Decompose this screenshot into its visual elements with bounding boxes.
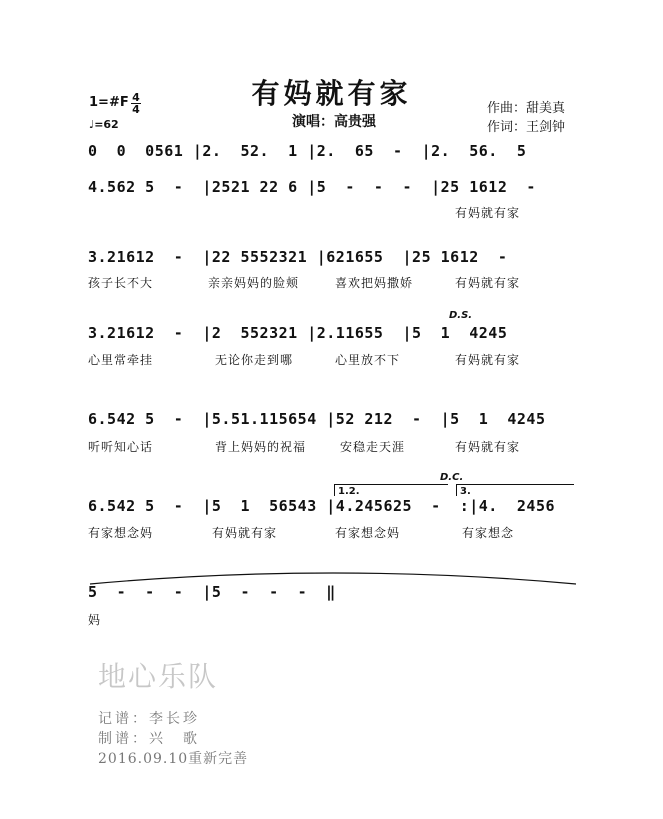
score-row-5-lyrics-d: 有妈就有家 <box>455 440 521 454</box>
lyricist-credit: 作词：王剑钟 <box>487 120 566 135</box>
volta-1-line <box>334 484 448 485</box>
score-row-3-notes: 3.21612 - |22 5552321 |621655 |25 1612 - <box>88 248 508 266</box>
score-row-3-lyrics-b: 亲亲妈妈的脸颊 <box>208 276 300 290</box>
score-row-6-lyrics-c: 有家想念妈 <box>335 526 401 540</box>
score-row-6-lyrics-d: 有家想念 <box>462 526 515 540</box>
dc-mark: D.C. <box>440 472 464 483</box>
score-row-5 <box>88 410 588 440</box>
score-row-7-lyrics: 妈 <box>88 613 102 627</box>
time-signature <box>131 92 141 115</box>
score-row-7 <box>88 583 588 613</box>
volta-1-hook <box>334 484 335 496</box>
score-row-2-notes: 4.562 5 - |2521 22 6 |5 - - - |25 1612 - <box>88 178 536 196</box>
volta-2-line <box>456 484 574 485</box>
recorder-credit: 记谱：李长珍 <box>98 711 200 727</box>
score-row-4-lyrics-c: 心里放不下 <box>335 353 401 367</box>
ds-mark: D.S. <box>449 310 473 321</box>
singer-credit: 演唱：高贵强 <box>292 114 376 130</box>
time-signature-top: 4 <box>132 91 140 104</box>
score-row-4-lyrics-d: 有妈就有家 <box>455 353 521 367</box>
tempo-marking: ♩=62 <box>89 118 119 131</box>
score-row-4-lyrics-a: 心里常牵挂 <box>88 353 154 367</box>
band-name: 地心乐队 <box>98 660 219 693</box>
score-row-5-notes: 6.542 5 - |5.51.115654 |52 212 - |5 1 4245 <box>88 410 546 428</box>
time-signature-bottom: 4 <box>132 103 140 116</box>
producer-credit: 制谱：兴 歌 <box>98 731 200 747</box>
volta-1-label: 1.2. <box>338 486 360 497</box>
key-signature: 1=#F <box>89 95 129 110</box>
composer-credit: 作曲：甜美真 <box>487 101 566 116</box>
revision-date: 2016.09.10重新完善 <box>98 751 249 767</box>
score-row-5-lyrics-c: 安稳走天涯 <box>340 440 406 454</box>
score-row-4-notes: 3.21612 - |2 552321 |2.11655 |5 1 4245 <box>88 324 508 342</box>
score-row-3-lyrics-a: 孩子长不大 <box>88 276 154 290</box>
score-row-6-lyrics-a: 有家想念妈 <box>88 526 154 540</box>
score-row-2-lyrics: 有妈就有家 <box>455 206 521 220</box>
volta-2-hook <box>456 484 457 496</box>
score-row-6-lyrics-b: 有妈就有家 <box>212 526 278 540</box>
score-row-1 <box>88 142 588 172</box>
score-row-5-lyrics-a: 听听知心话 <box>88 440 154 454</box>
score-row-6-notes: 6.542 5 - |5 1 56543 |4.245625 - :|4. 2456 <box>88 497 556 515</box>
score-row-1-notes: 0 0 0561 |2. 52. 1 |2. 65 - |2. 56. 5 <box>88 142 527 160</box>
score-row-5-lyrics-b: 背上妈妈的祝福 <box>215 440 307 454</box>
score-row-7-notes: 5 - - - |5 - - - ‖ <box>88 583 336 601</box>
score-row-6 <box>88 497 588 527</box>
score-row-4 <box>88 324 588 354</box>
score-row-3-lyrics-c: 喜欢把妈撒娇 <box>335 276 414 290</box>
score-row-3-lyrics-d: 有妈就有家 <box>455 276 521 290</box>
score-row-4-lyrics-b: 无论你走到哪 <box>215 353 294 367</box>
song-title: 有妈就有家 <box>251 77 412 110</box>
volta-2-label: 3. <box>460 486 471 497</box>
